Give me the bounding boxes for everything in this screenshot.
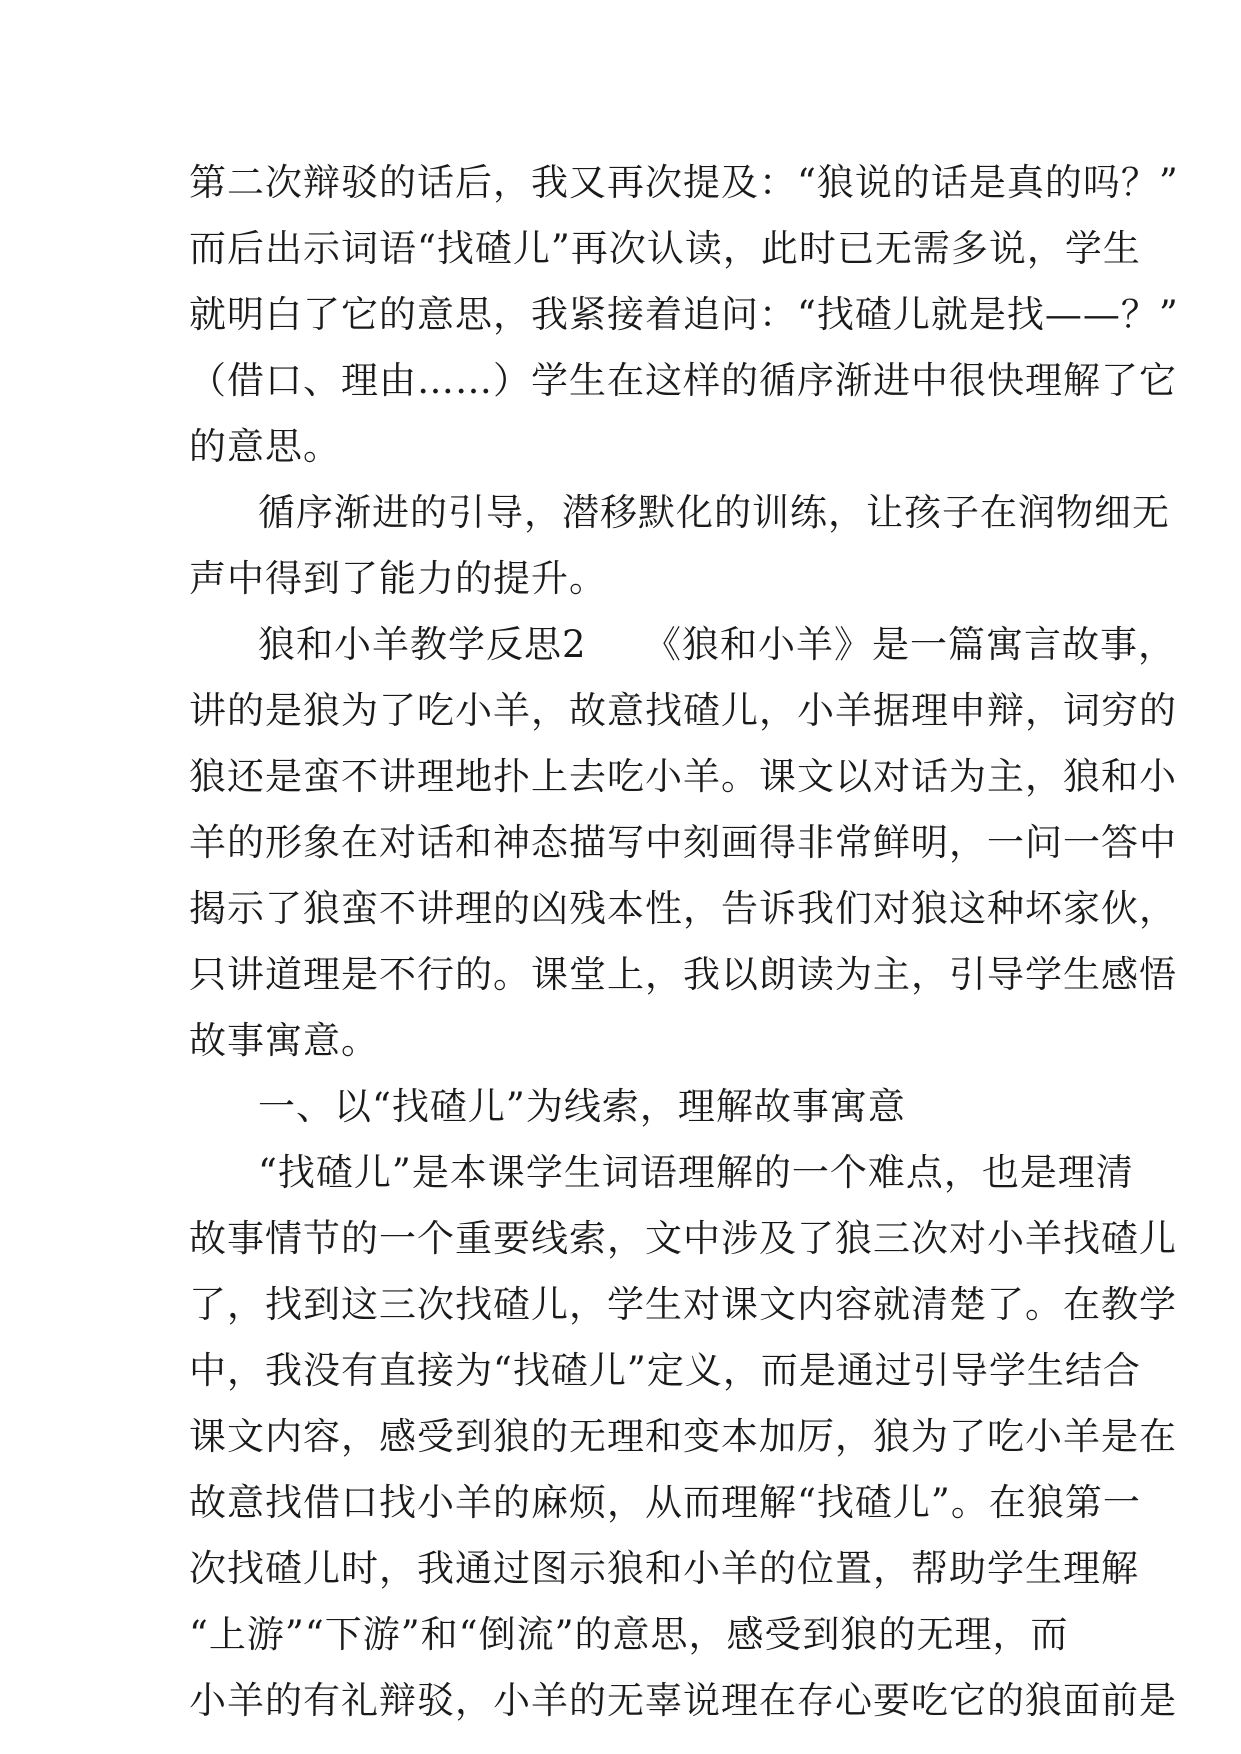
text-line: 故事情节的一个重要线索，文中涉及了狼三次对小羊找碴儿 bbox=[189, 1217, 1177, 1260]
text-line: 狼还是蛮不讲理地扑上去吃小羊。课文以对话为主，狼和小 bbox=[189, 755, 1177, 798]
text-line: 第二次辩驳的话后，我又再次提及：“狼说的话是真的吗？” bbox=[189, 161, 1179, 204]
text-line: 只讲道理是不行的。课堂上，我以朗读为主，引导学生感悟 bbox=[189, 953, 1177, 996]
text-line: 声中得到了能力的提升。 bbox=[189, 557, 607, 600]
text-line: 故事寓意。 bbox=[189, 1019, 379, 1062]
text-line: 故意找借口找小羊的麻烦，从而理解“找碴儿”。在狼第一 bbox=[189, 1481, 1141, 1524]
text-line: 就明白了它的意思，我紧接着追问：“找碴儿就是找——？” bbox=[189, 293, 1179, 336]
text-line: 揭示了狼蛮不讲理的凶残本性，告诉我们对狼这种坏家伙， bbox=[189, 887, 1177, 930]
text-line: 讲的是狼为了吃小羊，故意找碴儿，小羊据理申辩，词穷的 bbox=[189, 689, 1177, 732]
text-line: 了，找到这三次找碴儿，学生对课文内容就清楚了。在教学 bbox=[189, 1283, 1177, 1326]
text-line: 次找碴儿时，我通过图示狼和小羊的位置，帮助学生理解 bbox=[189, 1547, 1139, 1590]
text-line: （借口、理由……）学生在这样的循序渐进中很快理解了它 bbox=[189, 359, 1177, 402]
text-line: 中，我没有直接为“找碴儿”定义，而是通过引导学生结合 bbox=[189, 1349, 1141, 1392]
text-line: 的意思。 bbox=[189, 425, 341, 468]
text-line: 循序渐进的引导，潜移默化的训练，让孩子在润物细无 bbox=[258, 491, 1170, 534]
text-line: 小羊的有礼辩驳，小羊的无辜说理在存心要吃它的狼面前是 bbox=[189, 1679, 1177, 1722]
text-line: 课文内容，感受到狼的无理和变本加厉，狼为了吃小羊是在 bbox=[189, 1415, 1177, 1458]
text-line: “上游”“下游”和“倒流”的意思，感受到狼的无理，而 bbox=[189, 1613, 1069, 1656]
text-line: 羊的形象在对话和神态描写中刻画得非常鲜明，一问一答中 bbox=[189, 821, 1177, 864]
section-heading: 一、以“找碴儿”为线索，理解故事寓意 bbox=[258, 1085, 906, 1128]
text-line: “找碴儿”是本课学生词语理解的一个难点，也是理清 bbox=[258, 1151, 1134, 1194]
text-line: 狼和小羊教学反思2 《狼和小羊》是一篇寓言故事， bbox=[258, 623, 1177, 666]
text-line: 而后出示词语“找碴儿”再次认读，此时已无需多说，学生 bbox=[189, 227, 1141, 270]
